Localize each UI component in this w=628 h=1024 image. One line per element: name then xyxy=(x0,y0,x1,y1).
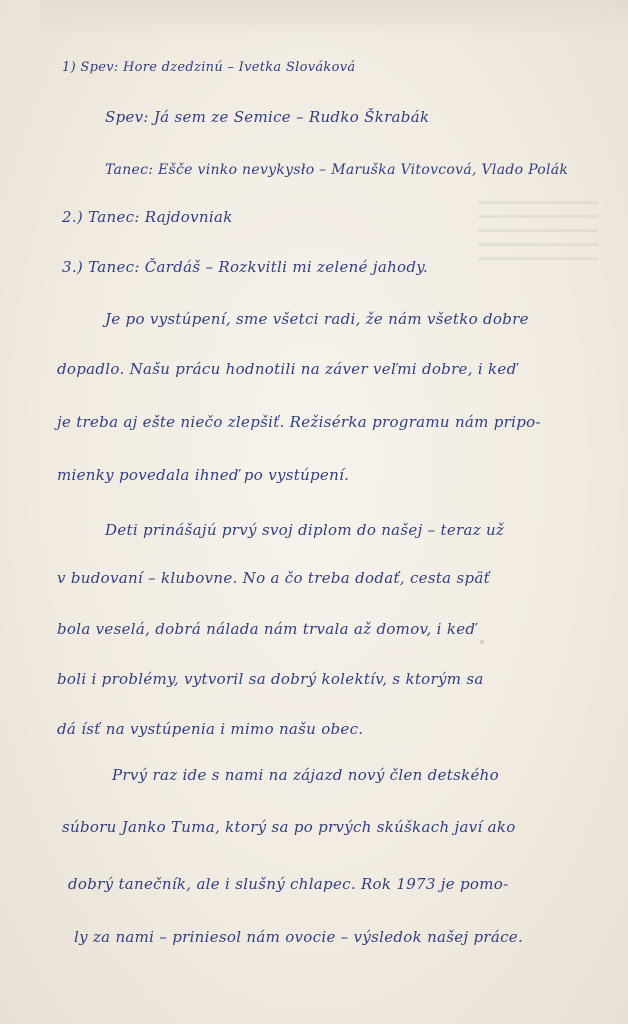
paragraph-2-line-2: v budovaní – klubovne. No a čo treba dodať, cesta späť xyxy=(57,569,490,587)
page-edge-shadow xyxy=(40,0,628,40)
ink-bleed-through xyxy=(478,190,598,260)
program-item-3-dance: 3.) Tanec: Čardáš – Rozkvitli mi zelené jahody. xyxy=(62,258,429,276)
paragraph-3-line-1: Prvý raz ide s nami na zájazd nový člen detského xyxy=(112,766,499,784)
paragraph-2-line-3: bola veselá, dobrá nálada nám trvala až domov, i keď xyxy=(57,620,476,638)
paper-speck xyxy=(480,640,484,644)
paragraph-3-line-4: ly za nami – priniesol nám ovocie – výsledok našej práce. xyxy=(74,928,524,946)
program-item-2-dance: 2.) Tanec: Rajdovniak xyxy=(62,208,233,226)
paragraph-2-line-1: Deti prinášajú prvý svoj diplom do našej – teraz už xyxy=(105,521,505,539)
paragraph-3-line-3: dobrý tanečník, ale i slušný chlapec. Rok 1973 je pomo- xyxy=(68,875,509,893)
paragraph-1-line-1: Je po vystúpení, sme všetci radi, že nám všetko dobre xyxy=(105,310,529,328)
paragraph-2-line-4: boli i problémy, vytvoril sa dobrý kolektív, s ktorým sa xyxy=(57,670,484,688)
program-item-1-song: 1) Spev: Hore dzedzinú – Ivetka Slováková xyxy=(62,60,356,75)
program-item-1-dance: Tanec: Ešče vinko nevykysło – Maruška Vitovcová, Vlado Polák xyxy=(105,162,569,178)
paragraph-1-line-2: dopadlo. Našu prácu hodnotili na záver veľmi dobre, i keď xyxy=(57,360,517,378)
paragraph-3-line-2: súboru Janko Tuma, ktorý sa po prvých skúškach javí ako xyxy=(62,818,516,836)
paragraph-2-line-5: dá ísť na vystúpenia i mimo našu obec. xyxy=(57,720,364,738)
program-item-1-song-2: Spev: Já sem ze Semice – Rudko Škrabák xyxy=(105,108,430,126)
paragraph-1-line-4: mienky povedala ihneď po vystúpení. xyxy=(57,466,350,484)
paragraph-1-line-3: je treba aj ešte niečo zlepšiť. Režisérka programu nám pripo- xyxy=(57,413,541,431)
